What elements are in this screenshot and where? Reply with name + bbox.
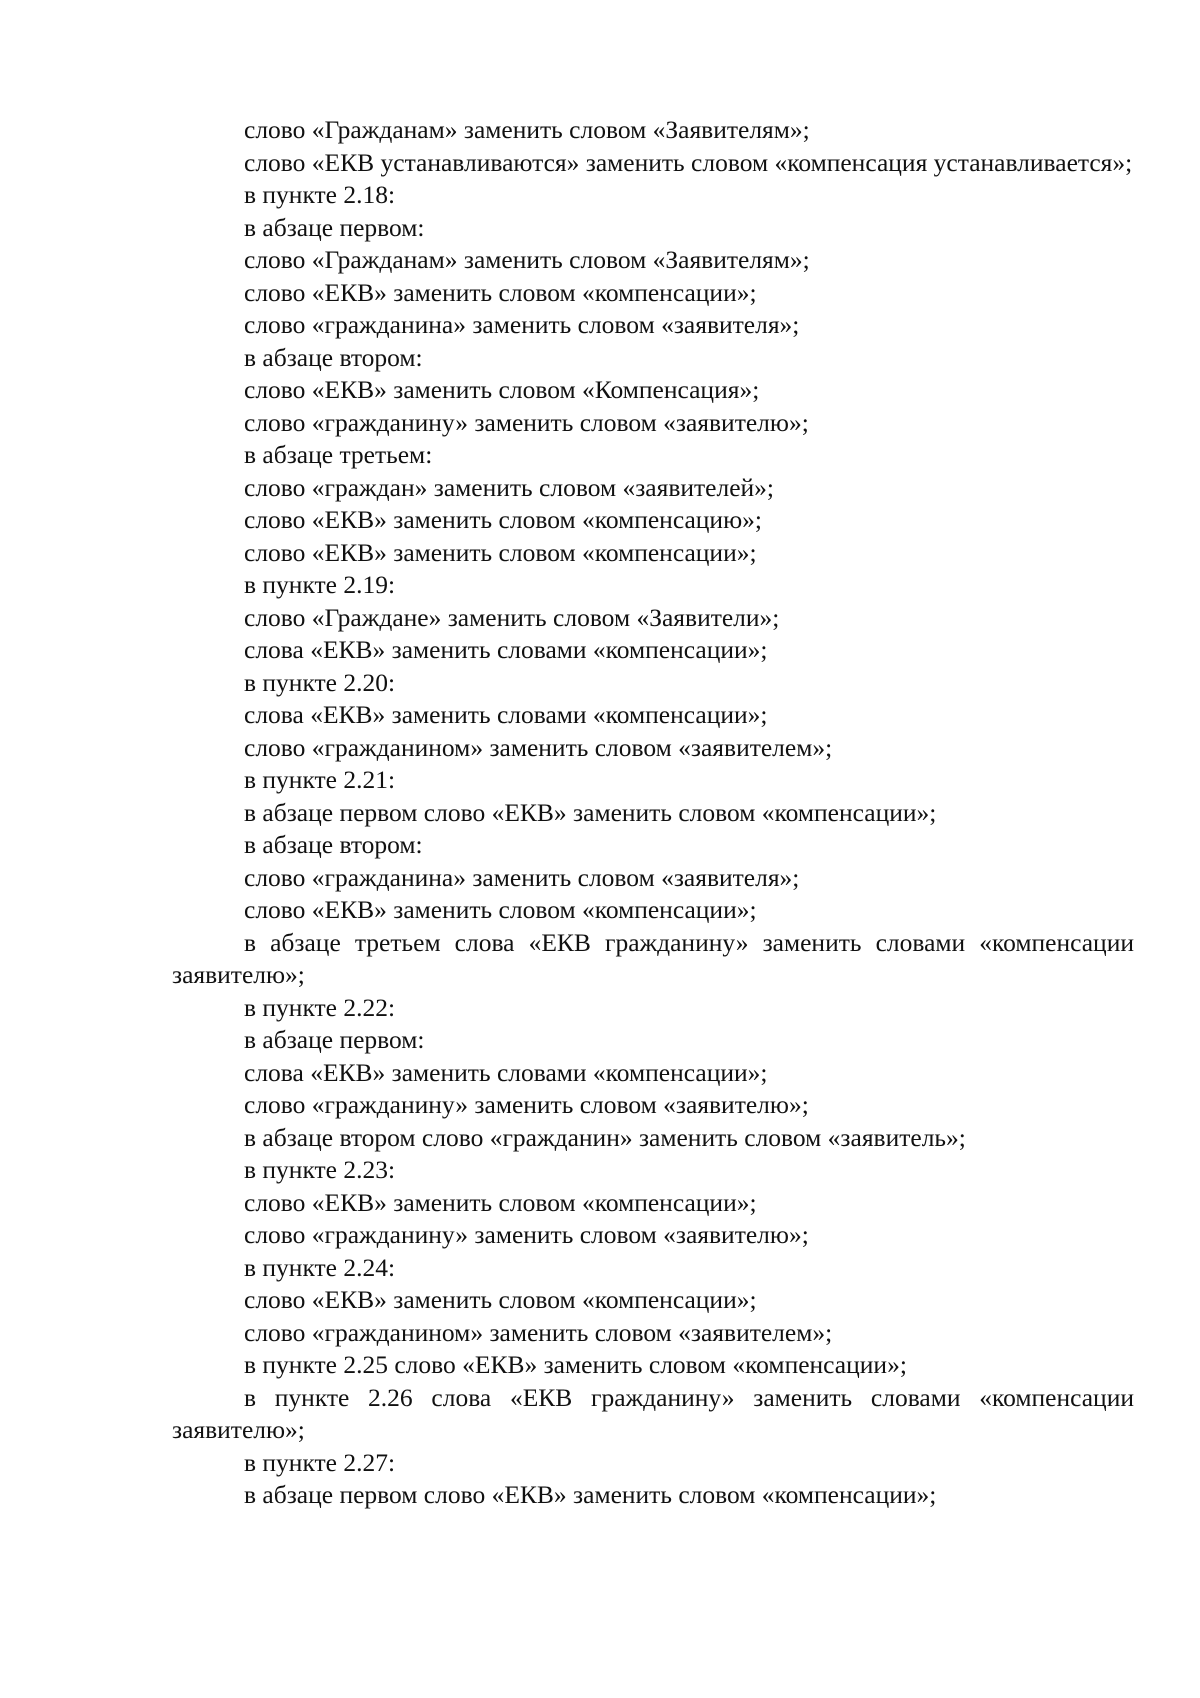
paragraph: слово «Гражданам» заменить словом «Заявителям»; xyxy=(244,245,810,274)
paragraph: в пункте 2.19: xyxy=(244,570,396,599)
paragraph: слово «ЕКВ» заменить словом «компенсацию»; xyxy=(244,505,762,534)
paragraph: слово «ЕКВ» заменить словом «компенсации»; xyxy=(244,895,757,924)
paragraph: слово «ЕКВ устанавливаются» заменить словом «компенсация устанавливается»; xyxy=(244,147,1133,177)
paragraph: в абзаце втором: xyxy=(244,342,423,372)
paragraph: слово «ЕКВ» заменить словом «Компенсация»; xyxy=(244,375,760,404)
paragraph: в абзаце третьем слова «ЕКВ гражданину» заменить словами «компенсации заявителю»; xyxy=(172,927,1134,989)
paragraph: слово «гражданином» заменить словом «заявителем»; xyxy=(244,1317,833,1347)
paragraph: слово «гражданину» заменить словом «заявителю»; xyxy=(244,1090,809,1119)
paragraph: в абзаце первом: xyxy=(244,212,425,242)
paragraph: слово «ЕКВ» заменить словом «компенсации»; xyxy=(244,277,757,307)
paragraph: слово «гражданину» заменить словом «заявителю»; xyxy=(244,407,809,437)
paragraph: в абзаце втором: xyxy=(244,830,423,859)
paragraph: слово «гражданина» заменить словом «заявителя»; xyxy=(244,310,800,339)
paragraph: в абзаце первом слово «ЕКВ» заменить словом «компенсации»; xyxy=(244,1480,937,1509)
paragraph: слово «граждан» заменить словом «заявителей»; xyxy=(244,472,775,502)
paragraph: в пункте 2.27: xyxy=(244,1447,396,1477)
paragraph: слово «гражданина» заменить словом «заявителя»; xyxy=(244,862,800,892)
paragraph: в абзаце первом слово «ЕКВ» заменить словом «компенсации»; xyxy=(244,797,937,827)
paragraph: в абзаце втором слово «гражданин» заменить словом «заявитель»; xyxy=(244,1122,966,1152)
paragraph: в абзаце первом: xyxy=(244,1025,425,1054)
paragraph: в пункте 2.22: xyxy=(244,992,396,1022)
paragraph: слово «гражданином» заменить словом «заявителем»; xyxy=(244,732,833,762)
document-body xyxy=(172,114,1134,1512)
paragraph: слова «ЕКВ» заменить словами «компенсации»; xyxy=(244,700,768,729)
paragraph: в пункте 2.18: xyxy=(244,180,396,209)
paragraph: слово «гражданину» заменить словом «заявителю»; xyxy=(244,1220,809,1249)
paragraph: слово «ЕКВ» заменить словом «компенсации»; xyxy=(244,537,757,567)
paragraph: в пункте 2.25 слово «ЕКВ» заменить словом «компенсации»; xyxy=(244,1350,907,1379)
paragraph: слово «Гражданам» заменить словом «Заявителям»; xyxy=(244,115,810,144)
paragraph: в пункте 2.24: xyxy=(244,1252,396,1282)
paragraph: в абзаце третьем: xyxy=(244,440,433,469)
paragraph: слова «ЕКВ» заменить словами «компенсации»; xyxy=(244,1057,768,1087)
paragraph: слово «ЕКВ» заменить словом «компенсации»; xyxy=(244,1187,757,1217)
paragraph: слово «ЕКВ» заменить словом «компенсации»; xyxy=(244,1285,757,1314)
paragraph: слова «ЕКВ» заменить словами «компенсации»; xyxy=(244,635,768,664)
paragraph: в пункте 2.23: xyxy=(244,1155,396,1184)
paragraph: в пункте 2.21: xyxy=(244,765,396,794)
paragraph: в пункте 2.26 слова «ЕКВ гражданину» заменить словами «компенсации заявителю»; xyxy=(172,1382,1134,1444)
paragraph: слово «Граждане» заменить словом «Заявители»; xyxy=(244,602,780,632)
paragraph: в пункте 2.20: xyxy=(244,667,396,697)
